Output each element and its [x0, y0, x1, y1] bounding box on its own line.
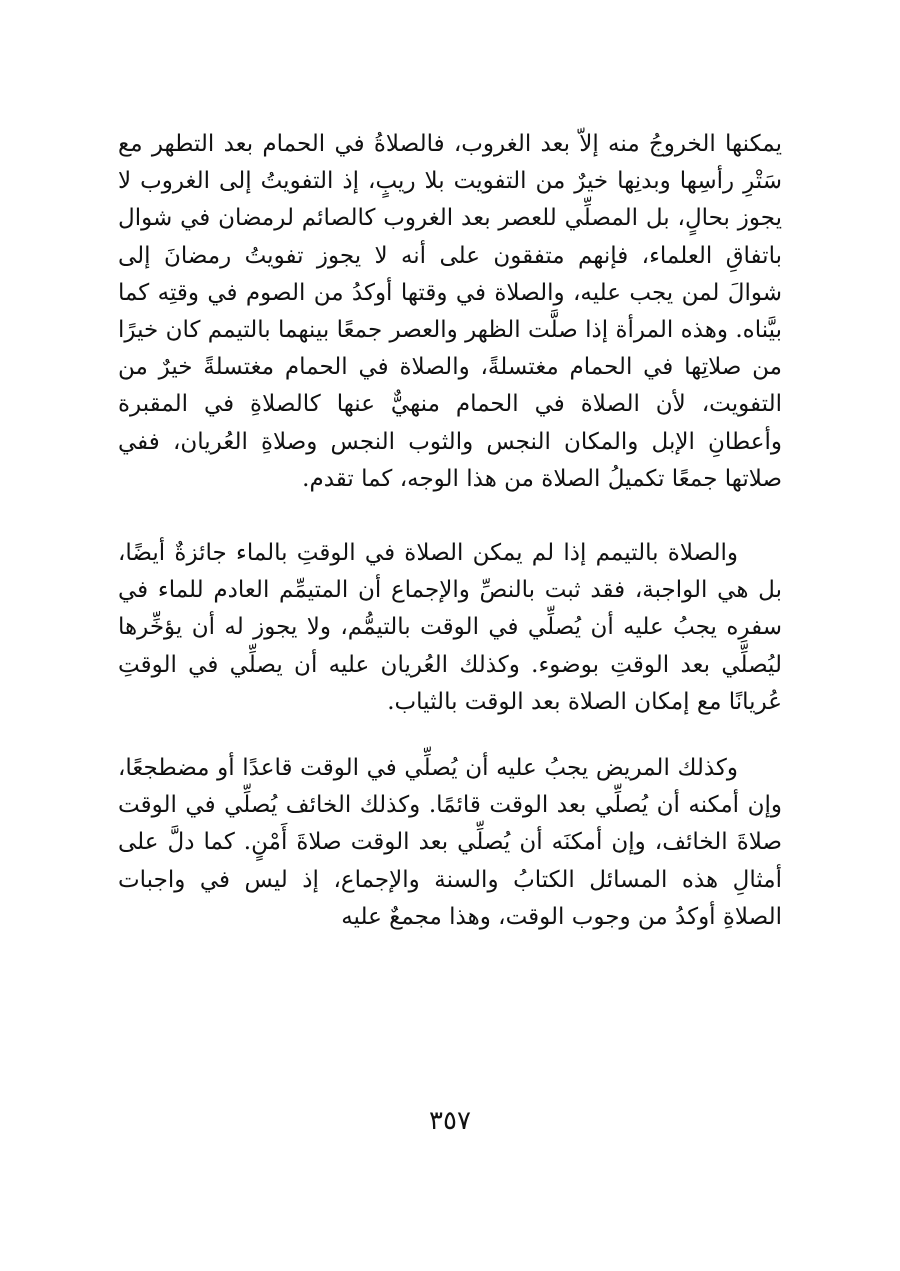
page-number: ٣٥٧ [429, 1106, 471, 1136]
paragraph-tayammum: والصلاة بالتيمم إذا لم يمكن الصلاة في الوقتِ بالماء جائزةٌ أيضًا، بل هي الواجبة، فقد ثبت بالنصِّ والإجماع أن المتيمِّم العادم للماء في سفرِه يجبُ عليه أن يُصلِّي في الوقت بالتيمُّم، ولا يجوز له أن يؤخِّرها ليُصلِّي بعد الوقتِ بوضوء. وكذلك العُريان عليه أن يصلِّي في الوقتِ عُريانًا مع إمكان الصلاة بعد الوقت بالثياب. [118, 540, 782, 715]
paragraph-sick-and-fearful: وكذلك المريض يجبُ عليه أن يُصلِّي في الوقت قاعدًا أو مضطجعًا، وإن أمكنه أن يُصلِّي بعد الوقت قائمًا. وكذلك الخائف يُصلِّي في الوقت صلاةَ الخائف، وإن أمكنَه أن يُصلِّي بعد الوقت صلاةَ أَمْنٍ. كما دلَّ على أمثالِ هذه المسائل الكتابُ والسنة والإجماع، إذ ليس في واجبات الصلاةِ أوكدُ من وجوب الوقت، وهذا مجمعٌ عليه [118, 755, 782, 930]
page-body [118, 126, 782, 936]
paragraph-continuation: يمكنها الخروجُ منه إلاّ بعد الغروب، فالصلاةُ في الحمام بعد التطهر مع سَتْرِ رأسِها وبدنِها خيرٌ من التفويت بلا ريبٍ، إذ التفويتُ إلى الغروب لا يجوز بحالٍ، بل المصلِّي للعصر بعد الغروب كالصائم لرمضان في شوال باتفاقِ العلماء، فإنهم متفقون على أنه لا يجوز تفويتُ رمضانَ إلى شوالَ لمن يجب عليه، والصلاة في وقتها أوكدُ من الصوم في وقتِه كما بيَّناه. وهذه المرأة إذا صلَّت الظهر والعصر جمعًا بينهما بالتيمم كان خيرًا من صلاتِها في الحمام مغتسلةً، والصلاة في الحمام مغتسلةً خيرٌ من التفويت، لأن الصلاة في الحمام منهيٌّ عنها كالصلاةِ في المقبرة وأعطانِ الإبل والمكان النجس والثوب النجس وصلاةِ العُريان، ففي صلاتها جمعًا تكميلُ الصلاة من هذا الوجه، كما تقدم. [118, 131, 782, 492]
